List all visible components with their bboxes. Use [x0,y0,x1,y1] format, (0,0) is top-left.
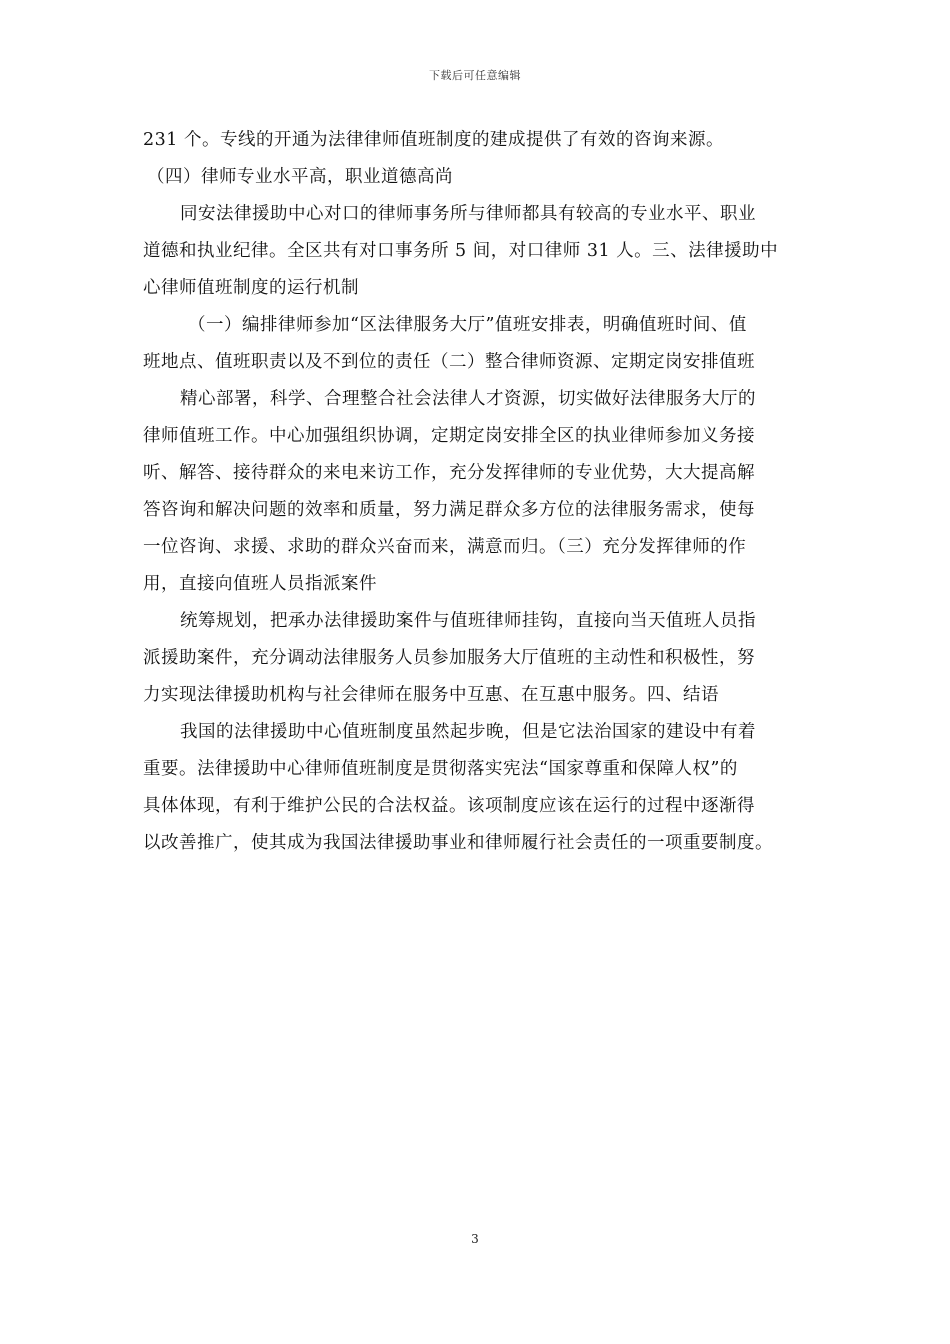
text-line: 以改善推广，使其成为我国法律援助事业和律师履行社会责任的一项重要制度。 [143,833,773,853]
text-line: 用，直接向值班人员指派案件 [143,574,377,594]
text-line: 重要。法律援助中心律师值班制度是贯彻落实宪法“国家尊重和保障人权”的 [143,759,738,779]
paragraph-start: 同安法律援助中心对口的律师事务所与律师都具有较高的专业水平、职业 [180,204,756,224]
section-heading: （四）律师专业水平高，职业道德高尚 [147,167,453,187]
text-line: 班地点、值班职责以及不到位的责任（二）整合律师资源、定期定岗安排值班 [143,352,755,372]
paragraph-start: 我国的法律援助中心值班制度虽然起步晚，但是它法治国家的建设中有着 [180,722,756,742]
text-line: 心律师值班制度的运行机制 [143,278,359,298]
paragraph-start: 统筹规划，把承办法律援助案件与值班律师挂钩，直接向当天值班人员指 [180,611,756,631]
paragraph-start: （一）编排律师参加“区法律服务大厅”值班安排表，明确值班时间、值 [188,315,747,335]
text-line: 派援助案件，充分调动法律服务人员参加服务大厅值班的主动性和积极性，努 [143,648,755,668]
text-line: 道德和执业纪律。全区共有对口事务所 5 间，对口律师 31 人。三、法律援助中 [143,241,779,261]
text-line: 力实现法律援助机构与社会律师在服务中互惠、在互惠中服务。四、结语 [143,685,719,705]
paragraph-start: 精心部署，科学、合理整合社会法律人才资源，切实做好法律服务大厅的 [180,389,756,409]
text-line: 具体体现，有利于维护公民的合法权益。该项制度应该在运行的过程中逐渐得 [143,796,755,816]
text-line: 律师值班工作。中心加强组织协调，定期定岗安排全区的执业律师参加义务接 [143,426,755,446]
text-line: 听、解答、接待群众的来电来访工作，充分发挥律师的专业优势，大大提高解 [143,463,755,483]
text-line: 一位咨询、求援、求助的群众兴奋而来，满意而归。（三）充分发挥律师的作 [143,537,747,557]
page-header: 下载后可任意编辑 [429,69,521,82]
page-number: 3 [471,1232,479,1246]
text-line: 231 个。专线的开通为法律律师值班制度的建成提供了有效的咨询来源。 [143,130,724,150]
document-body [143,122,823,862]
text-line: 答咨询和解决问题的效率和质量，努力满足群众多方位的法律服务需求，使每 [143,500,755,520]
